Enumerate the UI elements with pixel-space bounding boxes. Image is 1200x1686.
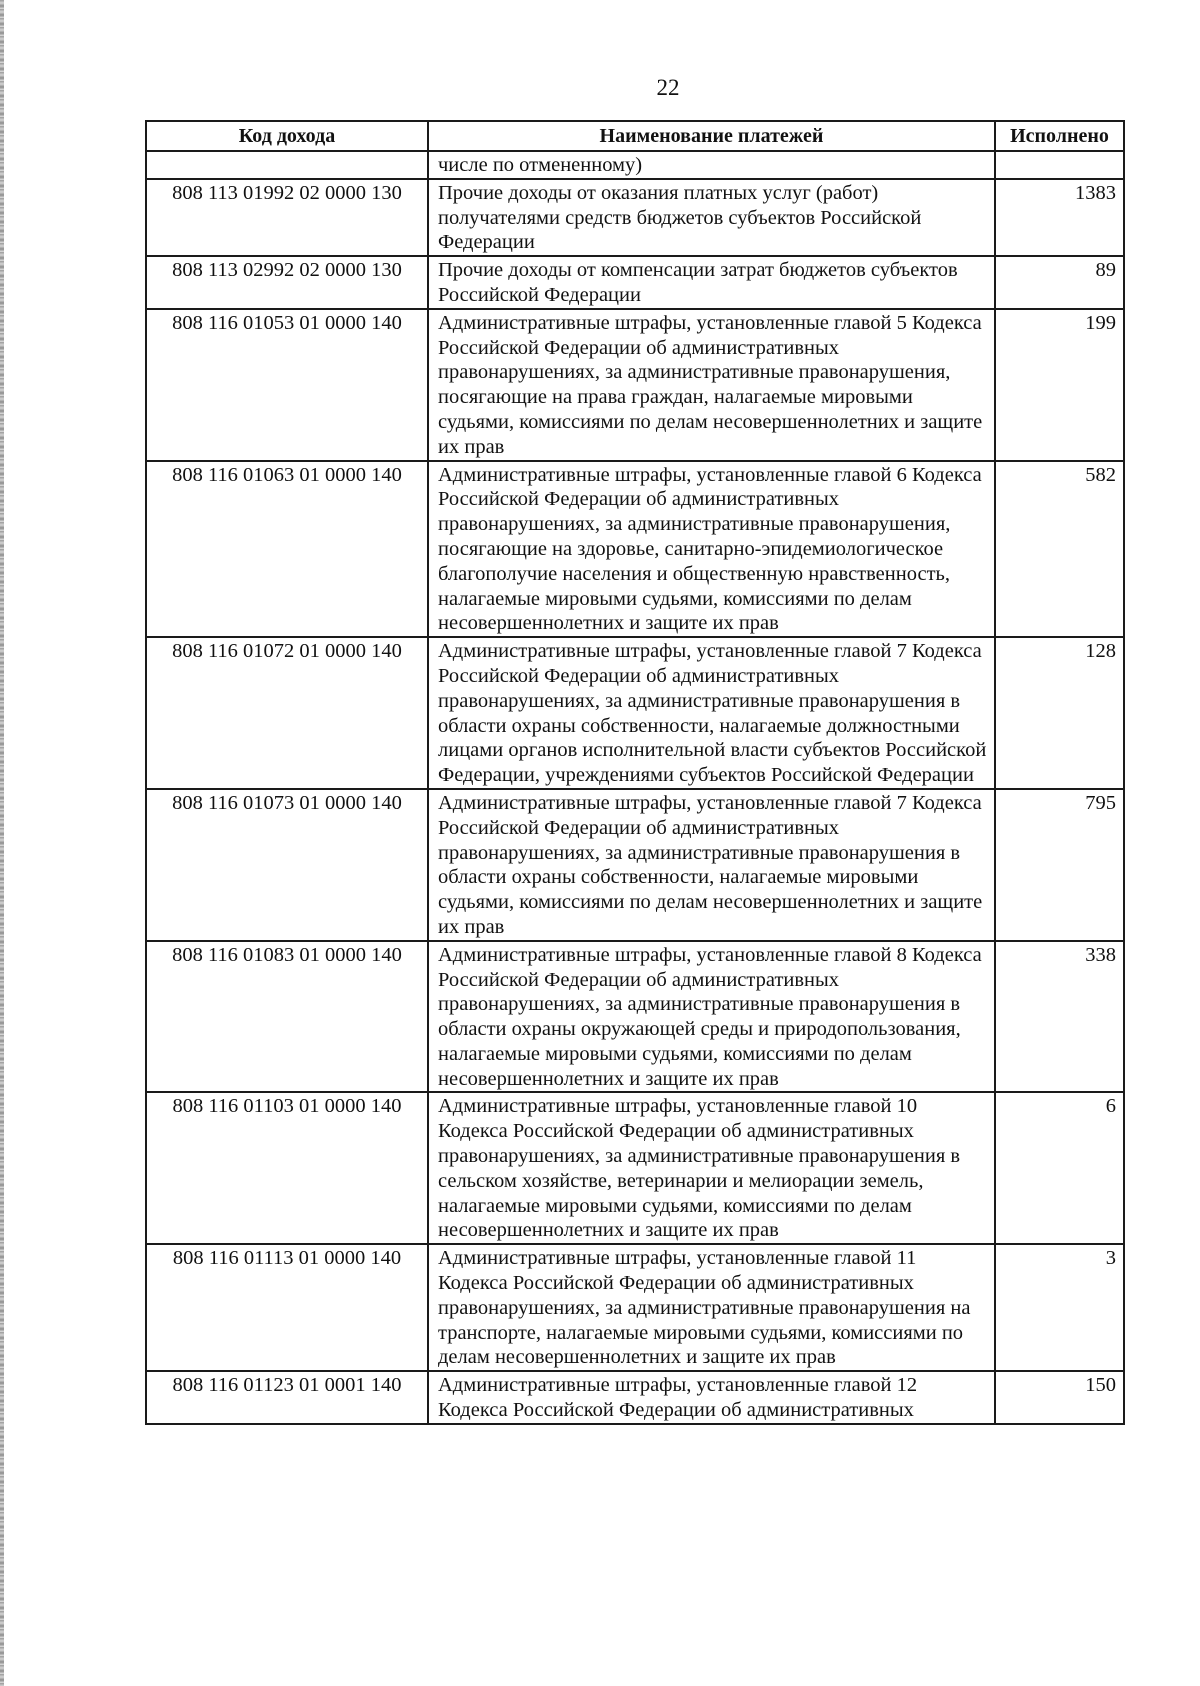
payment-name-cell: Прочие доходы от компенсации затрат бюджетов субъектов Российской Федерации bbox=[428, 256, 995, 309]
payment-name-cell: Административные штрафы, установленные главой 8 Кодекса Российской Федерации об административных правонарушениях, за административные правонарушения в области охраны окружающей среды и природопользования, налагаемые мировыми судьями, комиссиями по делам несовершеннолетних и защите их прав bbox=[428, 941, 995, 1093]
executed-value-cell: 582 bbox=[995, 461, 1124, 638]
header-name: Наименование платежей bbox=[428, 121, 995, 151]
payment-name-cell: числе по отмененному) bbox=[428, 151, 995, 179]
table-row bbox=[146, 256, 1124, 309]
payment-name-cell: Административные штрафы, установленные главой 7 Кодекса Российской Федерации об административных правонарушениях, за административные правонарушения в области охраны собственности, налагаемые мировыми судьями, комиссиями по делам несовершеннолетних и защите их прав bbox=[428, 789, 995, 941]
table-header bbox=[146, 121, 1124, 151]
executed-value-cell: 128 bbox=[995, 637, 1124, 789]
table-row bbox=[146, 179, 1124, 256]
payment-name-cell: Административные штрафы, установленные главой 7 Кодекса Российской Федерации об административных правонарушениях, за административные правонарушения в области охраны собственности, налагаемые должностными лицами органов исполнительной власти субъектов Российской Федерации, учреждениями субъектов Российской Федерации bbox=[428, 637, 995, 789]
income-code-cell: 808 116 01063 01 0000 140 bbox=[146, 461, 428, 638]
executed-value-cell: 89 bbox=[995, 256, 1124, 309]
income-code-cell: 808 113 02992 02 0000 130 bbox=[146, 256, 428, 309]
table-row bbox=[146, 1371, 1124, 1424]
table-row bbox=[146, 461, 1124, 638]
income-code-cell: 808 116 01113 01 0000 140 bbox=[146, 1244, 428, 1371]
executed-value-cell: 795 bbox=[995, 789, 1124, 941]
executed-value-cell: 6 bbox=[995, 1092, 1124, 1244]
income-code-cell: 808 116 01123 01 0001 140 bbox=[146, 1371, 428, 1424]
executed-value-cell: 150 bbox=[995, 1371, 1124, 1424]
payment-name-cell: Административные штрафы, установленные главой 12 Кодекса Российской Федерации об административных bbox=[428, 1371, 995, 1424]
revenue-table bbox=[145, 120, 1125, 1425]
income-code-cell: 808 113 01992 02 0000 130 bbox=[146, 179, 428, 256]
table-row bbox=[146, 941, 1124, 1093]
table-body bbox=[146, 151, 1124, 1424]
table-row bbox=[146, 1244, 1124, 1371]
table-row bbox=[146, 1092, 1124, 1244]
payment-name-cell: Административные штрафы, установленные главой 6 Кодекса Российской Федерации об административных правонарушениях, за административные правонарушения, посягающие на здоровье, санитарно-эпидемиологическое благополучие населения и общественную нравственность, налагаемые мировыми судьями, комиссиями по делам несовершеннолетних и защите их прав bbox=[428, 461, 995, 638]
header-value: Исполнено bbox=[995, 121, 1124, 151]
payment-name-cell: Административные штрафы, установленные главой 10 Кодекса Российской Федерации об административных правонарушениях, за административные правонарушения в сельском хозяйстве, ветеринарии и мелиорации земель, налагаемые мировыми судьями, комиссиями по делам несовершеннолетних и защите их прав bbox=[428, 1092, 995, 1244]
executed-value-cell: 199 bbox=[995, 309, 1124, 461]
executed-value-cell: 338 bbox=[995, 941, 1124, 1093]
header-row bbox=[146, 121, 1124, 151]
table-row bbox=[146, 309, 1124, 461]
table-row bbox=[146, 789, 1124, 941]
executed-value-cell bbox=[995, 151, 1124, 179]
income-code-cell: 808 116 01053 01 0000 140 bbox=[146, 309, 428, 461]
income-code-cell: 808 116 01103 01 0000 140 bbox=[146, 1092, 428, 1244]
table-row bbox=[146, 151, 1124, 179]
income-code-cell bbox=[146, 151, 428, 179]
scan-edge bbox=[0, 0, 4, 1686]
income-code-cell: 808 116 01083 01 0000 140 bbox=[146, 941, 428, 1093]
header-code: Код дохода bbox=[146, 121, 428, 151]
payment-name-cell: Административные штрафы, установленные главой 11 Кодекса Российской Федерации об административных правонарушениях, за административные правонарушения на транспорте, налагаемые мировыми судьями, комиссиями по делам несовершеннолетних и защите их прав bbox=[428, 1244, 995, 1371]
page-number: 22 bbox=[656, 75, 680, 100]
table-row bbox=[146, 637, 1124, 789]
income-code-cell: 808 116 01072 01 0000 140 bbox=[146, 637, 428, 789]
executed-value-cell: 1383 bbox=[995, 179, 1124, 256]
payment-name-cell: Административные штрафы, установленные главой 5 Кодекса Российской Федерации об административных правонарушениях, за административные правонарушения, посягающие на права граждан, налагаемые мировыми судьями, комиссиями по делам несовершеннолетних и защите их прав bbox=[428, 309, 995, 461]
payment-name-cell: Прочие доходы от оказания платных услуг (работ) получателями средств бюджетов субъектов Российской Федерации bbox=[428, 179, 995, 256]
executed-value-cell: 3 bbox=[995, 1244, 1124, 1371]
income-code-cell: 808 116 01073 01 0000 140 bbox=[146, 789, 428, 941]
